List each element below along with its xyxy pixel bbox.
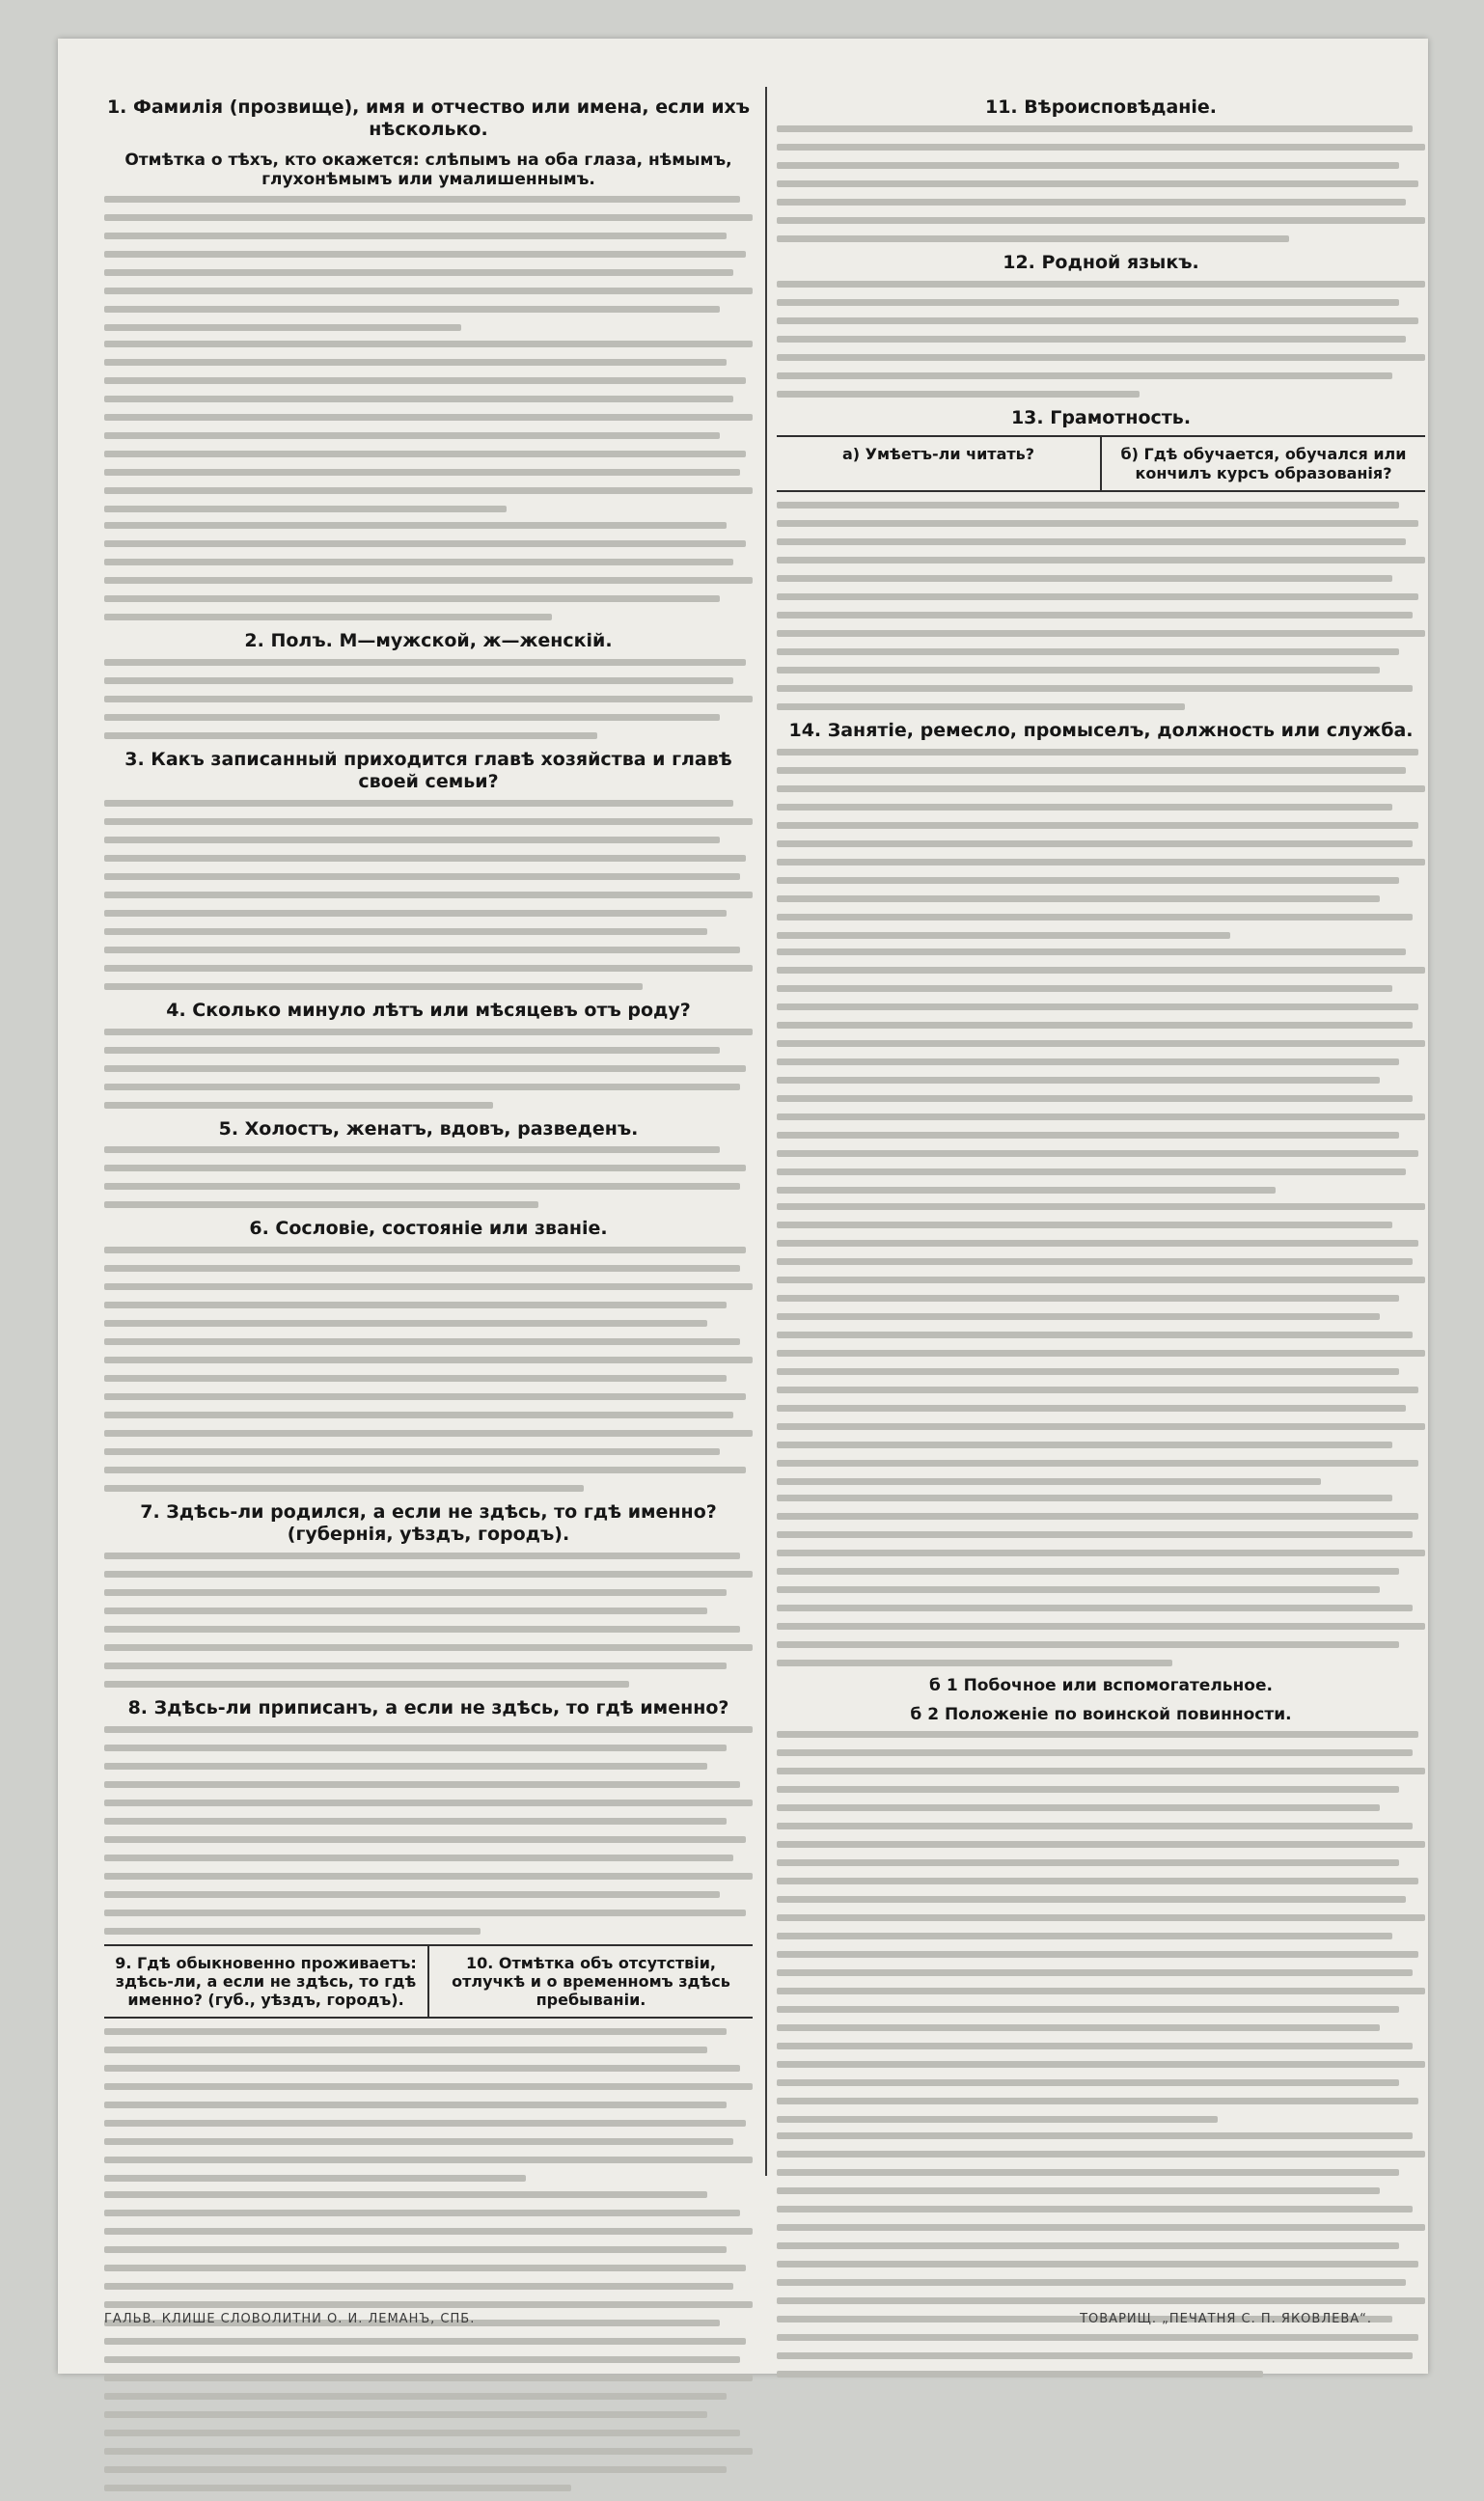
- text-line-placeholder: [104, 1836, 746, 1843]
- text-line-placeholder: [777, 1295, 1399, 1302]
- text-line-placeholder: [777, 2279, 1406, 2286]
- text-block: [104, 1146, 753, 1208]
- text-block: [777, 502, 1425, 710]
- text-line-placeholder: [777, 1660, 1172, 1666]
- text-line-placeholder: [104, 1357, 753, 1363]
- text-line-placeholder: [104, 451, 746, 457]
- text-line-placeholder: [777, 1442, 1392, 1448]
- text-line-placeholder: [104, 359, 727, 366]
- heading-9: 9. Гдѣ обыкновенно проживаетъ: здѣсь-ли, а если не здѣсь, то гдѣ именно? (губ., уѣздъ, городъ).: [115, 1953, 417, 2009]
- text-line-placeholder: [104, 659, 746, 666]
- text-line-placeholder: [777, 804, 1392, 811]
- text-block: [104, 2028, 753, 2182]
- text-line-placeholder: [104, 1608, 707, 1614]
- text-line-placeholder: [777, 1531, 1413, 1538]
- text-line-placeholder: [104, 2065, 740, 2072]
- printer-imprint-right: ТОВАРИЩ. „ПЕЧАТНЯ С. П. ЯКОВЛЕВА“.: [1080, 2312, 1372, 2326]
- text-line-placeholder: [104, 540, 746, 547]
- text-line-placeholder: [104, 1726, 753, 1733]
- text-line-placeholder: [777, 217, 1425, 224]
- text-line-placeholder: [777, 630, 1425, 637]
- text-line-placeholder: [777, 767, 1406, 774]
- text-line-placeholder: [777, 2079, 1399, 2086]
- text-line-placeholder: [104, 1681, 629, 1688]
- text-line-placeholder: [104, 2283, 733, 2290]
- text-line-placeholder: [104, 269, 733, 276]
- text-line-placeholder: [777, 1077, 1380, 1084]
- text-line-placeholder: [777, 199, 1406, 206]
- text-line-placeholder: [104, 559, 733, 565]
- text-line-placeholder: [104, 2301, 753, 2308]
- text-line-placeholder: [777, 317, 1418, 324]
- text-line-placeholder: [104, 324, 461, 331]
- text-line-placeholder: [104, 2485, 571, 2491]
- text-line-placeholder: [777, 1495, 1392, 1501]
- text-line-placeholder: [104, 487, 753, 494]
- text-line-placeholder: [104, 2246, 727, 2253]
- text-line-placeholder: [104, 1589, 727, 1596]
- text-line-placeholder: [777, 1313, 1380, 1320]
- text-line-placeholder: [104, 1873, 753, 1880]
- text-line-placeholder: [777, 932, 1230, 939]
- text-line-placeholder: [104, 1485, 584, 1492]
- text-line-placeholder: [777, 1823, 1413, 1829]
- heading-14-b2: б 2 Положеніе по воинской повинности.: [910, 1704, 1292, 1724]
- text-line-placeholder: [777, 2006, 1399, 2013]
- text-line-placeholder: [777, 1240, 1418, 1247]
- text-line-placeholder: [777, 1641, 1399, 1648]
- text-line-placeholder: [104, 2028, 727, 2035]
- text-block: [104, 2191, 753, 2491]
- text-line-placeholder: [777, 1203, 1425, 1210]
- text-line-placeholder: [777, 1132, 1399, 1139]
- text-line-placeholder: [104, 1165, 746, 1171]
- text-line-placeholder: [104, 983, 643, 990]
- heading-2: 2. Полъ. М—мужской, ж—женскій.: [244, 630, 613, 652]
- text-line-placeholder: [104, 2157, 753, 2163]
- text-line-placeholder: [104, 1247, 746, 1253]
- text-line-placeholder: [104, 341, 753, 347]
- text-line-placeholder: [777, 1859, 1399, 1866]
- text-line-placeholder: [777, 1405, 1406, 1412]
- text-line-placeholder: [777, 1095, 1413, 1102]
- text-line-placeholder: [777, 2043, 1413, 2049]
- text-line-placeholder: [777, 538, 1406, 545]
- text-line-placeholder: [104, 1448, 720, 1455]
- text-line-placeholder: [104, 1047, 720, 1054]
- text-block: [777, 2132, 1425, 2377]
- text-line-placeholder: [104, 506, 507, 512]
- text-line-placeholder: [777, 2187, 1380, 2194]
- text-line-placeholder: [104, 2265, 746, 2271]
- text-line-placeholder: [777, 1550, 1425, 1556]
- heading-10: 10. Отмѣтка объ отсутствіи, отлучкѣ и о временномъ здѣсь пребываніи.: [452, 1953, 730, 2009]
- text-line-placeholder: [777, 840, 1413, 847]
- text-block: [777, 1495, 1425, 1666]
- text-block: [777, 749, 1425, 939]
- text-line-placeholder: [104, 2210, 740, 2216]
- text-line-placeholder: [777, 299, 1399, 306]
- text-line-placeholder: [777, 1368, 1399, 1375]
- text-line-placeholder: [777, 1768, 1425, 1774]
- text-block: [104, 1726, 753, 1935]
- text-line-placeholder: [777, 2132, 1413, 2139]
- heading-1: 1. Фамилія (прозвище), имя и отчество или имена, если ихъ нѣсколько.: [106, 96, 751, 140]
- text-line-placeholder: [104, 677, 733, 684]
- text-line-placeholder: [104, 1375, 727, 1382]
- text-line-placeholder: [104, 2083, 753, 2090]
- text-line-placeholder: [104, 233, 727, 239]
- text-line-placeholder: [777, 1988, 1425, 1994]
- text-line-placeholder: [104, 414, 753, 421]
- text-line-placeholder: [104, 800, 733, 807]
- heading-12: 12. Родной языкъ.: [1003, 251, 1199, 273]
- text-block: [104, 1029, 753, 1109]
- text-line-placeholder: [104, 892, 753, 898]
- text-line-placeholder: [104, 1102, 493, 1109]
- text-block: [104, 196, 753, 331]
- text-line-placeholder: [777, 336, 1406, 343]
- text-line-placeholder: [777, 785, 1425, 792]
- headings-13a-13b: [777, 435, 1425, 491]
- text-line-placeholder: [104, 1855, 733, 1861]
- text-line-placeholder: [777, 822, 1418, 829]
- text-line-placeholder: [104, 2466, 727, 2473]
- text-line-placeholder: [104, 1745, 727, 1751]
- heading-13: 13. Грамотность.: [1010, 406, 1192, 428]
- text-line-placeholder: [104, 1320, 707, 1327]
- text-line-placeholder: [104, 1571, 753, 1578]
- text-line-placeholder: [104, 1467, 746, 1473]
- text-line-placeholder: [777, 2224, 1425, 2231]
- text-block: [104, 1247, 753, 1492]
- text-line-placeholder: [777, 557, 1425, 563]
- text-line-placeholder: [104, 377, 746, 384]
- text-line-placeholder: [104, 928, 707, 935]
- text-line-placeholder: [104, 2338, 746, 2345]
- text-line-placeholder: [104, 306, 720, 313]
- text-line-placeholder: [104, 251, 746, 258]
- text-line-placeholder: [777, 1969, 1413, 1976]
- text-line-placeholder: [777, 1749, 1413, 1756]
- text-line-placeholder: [104, 714, 720, 721]
- heading-3: 3. Какъ записанный приходится главѣ хозяйства и главѣ своей семьи?: [124, 749, 732, 792]
- text-line-placeholder: [777, 948, 1406, 955]
- text-line-placeholder: [777, 125, 1413, 132]
- text-line-placeholder: [104, 1553, 740, 1559]
- text-line-placeholder: [104, 2120, 746, 2127]
- text-line-placeholder: [104, 732, 597, 739]
- text-line-placeholder: [777, 749, 1418, 756]
- text-line-placeholder: [777, 2371, 1263, 2377]
- text-line-placeholder: [777, 1187, 1276, 1194]
- text-line-placeholder: [104, 965, 753, 972]
- text-line-placeholder: [104, 2102, 727, 2108]
- text-line-placeholder: [104, 469, 740, 476]
- text-line-placeholder: [104, 696, 753, 702]
- text-line-placeholder: [104, 2448, 753, 2455]
- text-line-placeholder: [104, 2411, 707, 2418]
- text-block: [104, 1553, 753, 1688]
- text-line-placeholder: [777, 235, 1289, 242]
- text-line-placeholder: [104, 2138, 733, 2145]
- text-block: [104, 659, 753, 739]
- text-line-placeholder: [777, 1568, 1399, 1575]
- text-line-placeholder: [777, 967, 1425, 974]
- text-line-placeholder: [777, 685, 1413, 692]
- text-line-placeholder: [104, 2393, 727, 2400]
- heading-11: 11. Вѣроисповѣданіе.: [984, 96, 1218, 118]
- text-line-placeholder: [777, 2169, 1399, 2176]
- text-line-placeholder: [104, 522, 727, 529]
- text-line-placeholder: [104, 1626, 740, 1633]
- text-line-placeholder: [104, 947, 740, 953]
- text-line-placeholder: [777, 391, 1140, 398]
- text-line-placeholder: [777, 1258, 1413, 1265]
- text-line-placeholder: [777, 2334, 1418, 2341]
- heading-13a: а) Умѣетъ-ли читать?: [841, 445, 1035, 464]
- text-line-placeholder: [104, 1338, 740, 1345]
- text-line-placeholder: [777, 2297, 1425, 2304]
- text-line-placeholder: [104, 1084, 740, 1090]
- text-line-placeholder: [777, 1168, 1406, 1175]
- text-line-placeholder: [777, 1040, 1425, 1047]
- text-line-placeholder: [777, 1003, 1418, 1010]
- text-line-placeholder: [777, 1478, 1321, 1485]
- text-line-placeholder: [104, 2191, 707, 2198]
- text-line-placeholder: [777, 1350, 1425, 1357]
- heading-7: 7. Здѣсь-ли родился, а если не здѣсь, то гдѣ именно? (губернія, уѣздъ, городъ).: [140, 1501, 717, 1545]
- text-block: [777, 1203, 1425, 1485]
- text-line-placeholder: [777, 1460, 1418, 1467]
- text-line-placeholder: [777, 593, 1418, 600]
- text-line-placeholder: [104, 1818, 727, 1825]
- text-line-placeholder: [104, 1910, 746, 1916]
- text-line-placeholder: [777, 1222, 1392, 1228]
- text-block: [777, 281, 1425, 398]
- heading-14-b1: б 1 Побочное или вспомогательное.: [929, 1675, 1273, 1695]
- text-line-placeholder: [777, 2116, 1218, 2123]
- right-column: [777, 87, 1425, 2387]
- text-line-placeholder: [777, 703, 1185, 710]
- text-line-placeholder: [777, 1804, 1380, 1811]
- text-line-placeholder: [777, 2098, 1418, 2104]
- text-line-placeholder: [777, 1731, 1418, 1738]
- text-line-placeholder: [104, 1763, 707, 1770]
- text-line-placeholder: [104, 614, 552, 620]
- text-line-placeholder: [104, 1029, 753, 1035]
- text-line-placeholder: [777, 667, 1380, 673]
- text-line-placeholder: [104, 396, 733, 402]
- text-line-placeholder: [777, 1951, 1418, 1958]
- text-line-placeholder: [777, 281, 1425, 288]
- text-line-placeholder: [777, 1113, 1425, 1120]
- text-line-placeholder: [777, 1841, 1425, 1848]
- census-instruction-sheet: [58, 39, 1428, 2374]
- text-line-placeholder: [777, 1896, 1406, 1903]
- text-line-placeholder: [104, 818, 753, 825]
- text-line-placeholder: [777, 985, 1392, 992]
- text-line-placeholder: [777, 1914, 1425, 1921]
- text-line-placeholder: [104, 873, 740, 880]
- text-line-placeholder: [777, 354, 1425, 361]
- text-block: [104, 341, 753, 512]
- printer-imprint-left: ГАЛЬВ. КЛИШЕ СЛОВОЛИТНИ О. И. ЛЕМАНЪ, СПБ.: [104, 2312, 476, 2326]
- text-line-placeholder: [777, 2206, 1413, 2212]
- text-line-placeholder: [777, 2024, 1380, 2031]
- text-line-placeholder: [104, 1928, 481, 1935]
- text-line-placeholder: [777, 2352, 1413, 2359]
- text-line-placeholder: [104, 1412, 733, 1418]
- text-line-placeholder: [104, 2047, 707, 2053]
- text-line-placeholder: [104, 1201, 538, 1208]
- text-line-placeholder: [777, 914, 1413, 921]
- text-line-placeholder: [777, 575, 1392, 582]
- text-block: [104, 800, 753, 990]
- text-line-placeholder: [104, 1393, 746, 1400]
- text-line-placeholder: [777, 1387, 1418, 1393]
- text-line-placeholder: [104, 837, 720, 843]
- text-line-placeholder: [104, 1430, 753, 1437]
- heading-13b: б) Гдѣ обучается, обучался или кончилъ курсъ образованія?: [1120, 445, 1407, 482]
- text-line-placeholder: [777, 520, 1418, 527]
- text-line-placeholder: [104, 1891, 720, 1898]
- text-line-placeholder: [777, 895, 1380, 902]
- text-line-placeholder: [104, 1800, 753, 1806]
- text-line-placeholder: [104, 1065, 746, 1072]
- heading-6: 6. Сословіе, состояніе или званіе.: [249, 1218, 608, 1240]
- text-line-placeholder: [777, 1878, 1418, 1884]
- text-line-placeholder: [104, 1781, 740, 1788]
- text-line-placeholder: [104, 1302, 727, 1308]
- heading-14: 14. Занятіе, ремесло, промыселъ, должность или служба.: [788, 719, 1414, 741]
- heading-4: 4. Сколько минуло лѣтъ или мѣсяцевъ отъ роду?: [166, 999, 691, 1021]
- text-block: [777, 948, 1425, 1194]
- heading-5: 5. Холостъ, женатъ, вдовъ, разведенъ.: [218, 1117, 639, 1140]
- text-line-placeholder: [777, 2151, 1425, 2157]
- text-line-placeholder: [104, 2375, 753, 2381]
- text-line-placeholder: [777, 1933, 1392, 1939]
- text-line-placeholder: [777, 144, 1425, 151]
- text-line-placeholder: [777, 2061, 1425, 2068]
- text-line-placeholder: [777, 877, 1399, 884]
- text-line-placeholder: [104, 2228, 753, 2235]
- text-line-placeholder: [104, 196, 740, 203]
- column-divider: [765, 87, 767, 2176]
- left-column: [104, 87, 753, 2501]
- text-line-placeholder: [777, 1022, 1413, 1029]
- text-line-placeholder: [104, 1146, 720, 1153]
- text-line-placeholder: [777, 2242, 1399, 2249]
- text-line-placeholder: [104, 288, 753, 294]
- text-line-placeholder: [777, 502, 1399, 508]
- text-line-placeholder: [777, 1786, 1399, 1793]
- text-line-placeholder: [104, 595, 720, 602]
- text-line-placeholder: [777, 1586, 1380, 1593]
- text-line-placeholder: [104, 1265, 740, 1272]
- heading-8: 8. Здѣсь-ли приписанъ, а если не здѣсь, то гдѣ именно?: [127, 1696, 729, 1718]
- text-block: [777, 1731, 1425, 2123]
- text-line-placeholder: [777, 2261, 1418, 2267]
- text-line-placeholder: [104, 2356, 740, 2363]
- text-line-placeholder: [104, 214, 753, 221]
- text-line-placeholder: [777, 859, 1425, 866]
- text-line-placeholder: [104, 432, 720, 439]
- heading-1-note: Отмѣтка о тѣхъ, кто окажется: слѣпымъ на оба глаза, нѣмымъ, глухонѣмымъ или умалишеннымъ.: [124, 150, 732, 189]
- text-block: [104, 522, 753, 620]
- text-line-placeholder: [104, 2175, 526, 2182]
- text-line-placeholder: [777, 1277, 1425, 1283]
- text-line-placeholder: [777, 648, 1399, 655]
- text-line-placeholder: [777, 1150, 1418, 1157]
- text-line-placeholder: [777, 372, 1392, 379]
- text-line-placeholder: [104, 577, 753, 584]
- text-line-placeholder: [777, 1423, 1425, 1430]
- text-line-placeholder: [104, 910, 727, 917]
- text-block: [777, 125, 1425, 242]
- text-line-placeholder: [104, 1183, 740, 1190]
- text-line-placeholder: [777, 1513, 1418, 1520]
- text-line-placeholder: [777, 1623, 1425, 1630]
- text-line-placeholder: [104, 2430, 740, 2436]
- text-line-placeholder: [104, 1644, 753, 1651]
- text-line-placeholder: [777, 1605, 1413, 1611]
- text-line-placeholder: [104, 855, 746, 862]
- text-line-placeholder: [777, 1058, 1399, 1065]
- text-line-placeholder: [777, 162, 1399, 169]
- text-line-placeholder: [777, 612, 1413, 618]
- text-line-placeholder: [104, 1663, 727, 1669]
- headings-9-10: [104, 1944, 753, 2020]
- text-line-placeholder: [777, 180, 1418, 187]
- text-line-placeholder: [777, 1332, 1413, 1338]
- text-line-placeholder: [104, 1283, 753, 1290]
